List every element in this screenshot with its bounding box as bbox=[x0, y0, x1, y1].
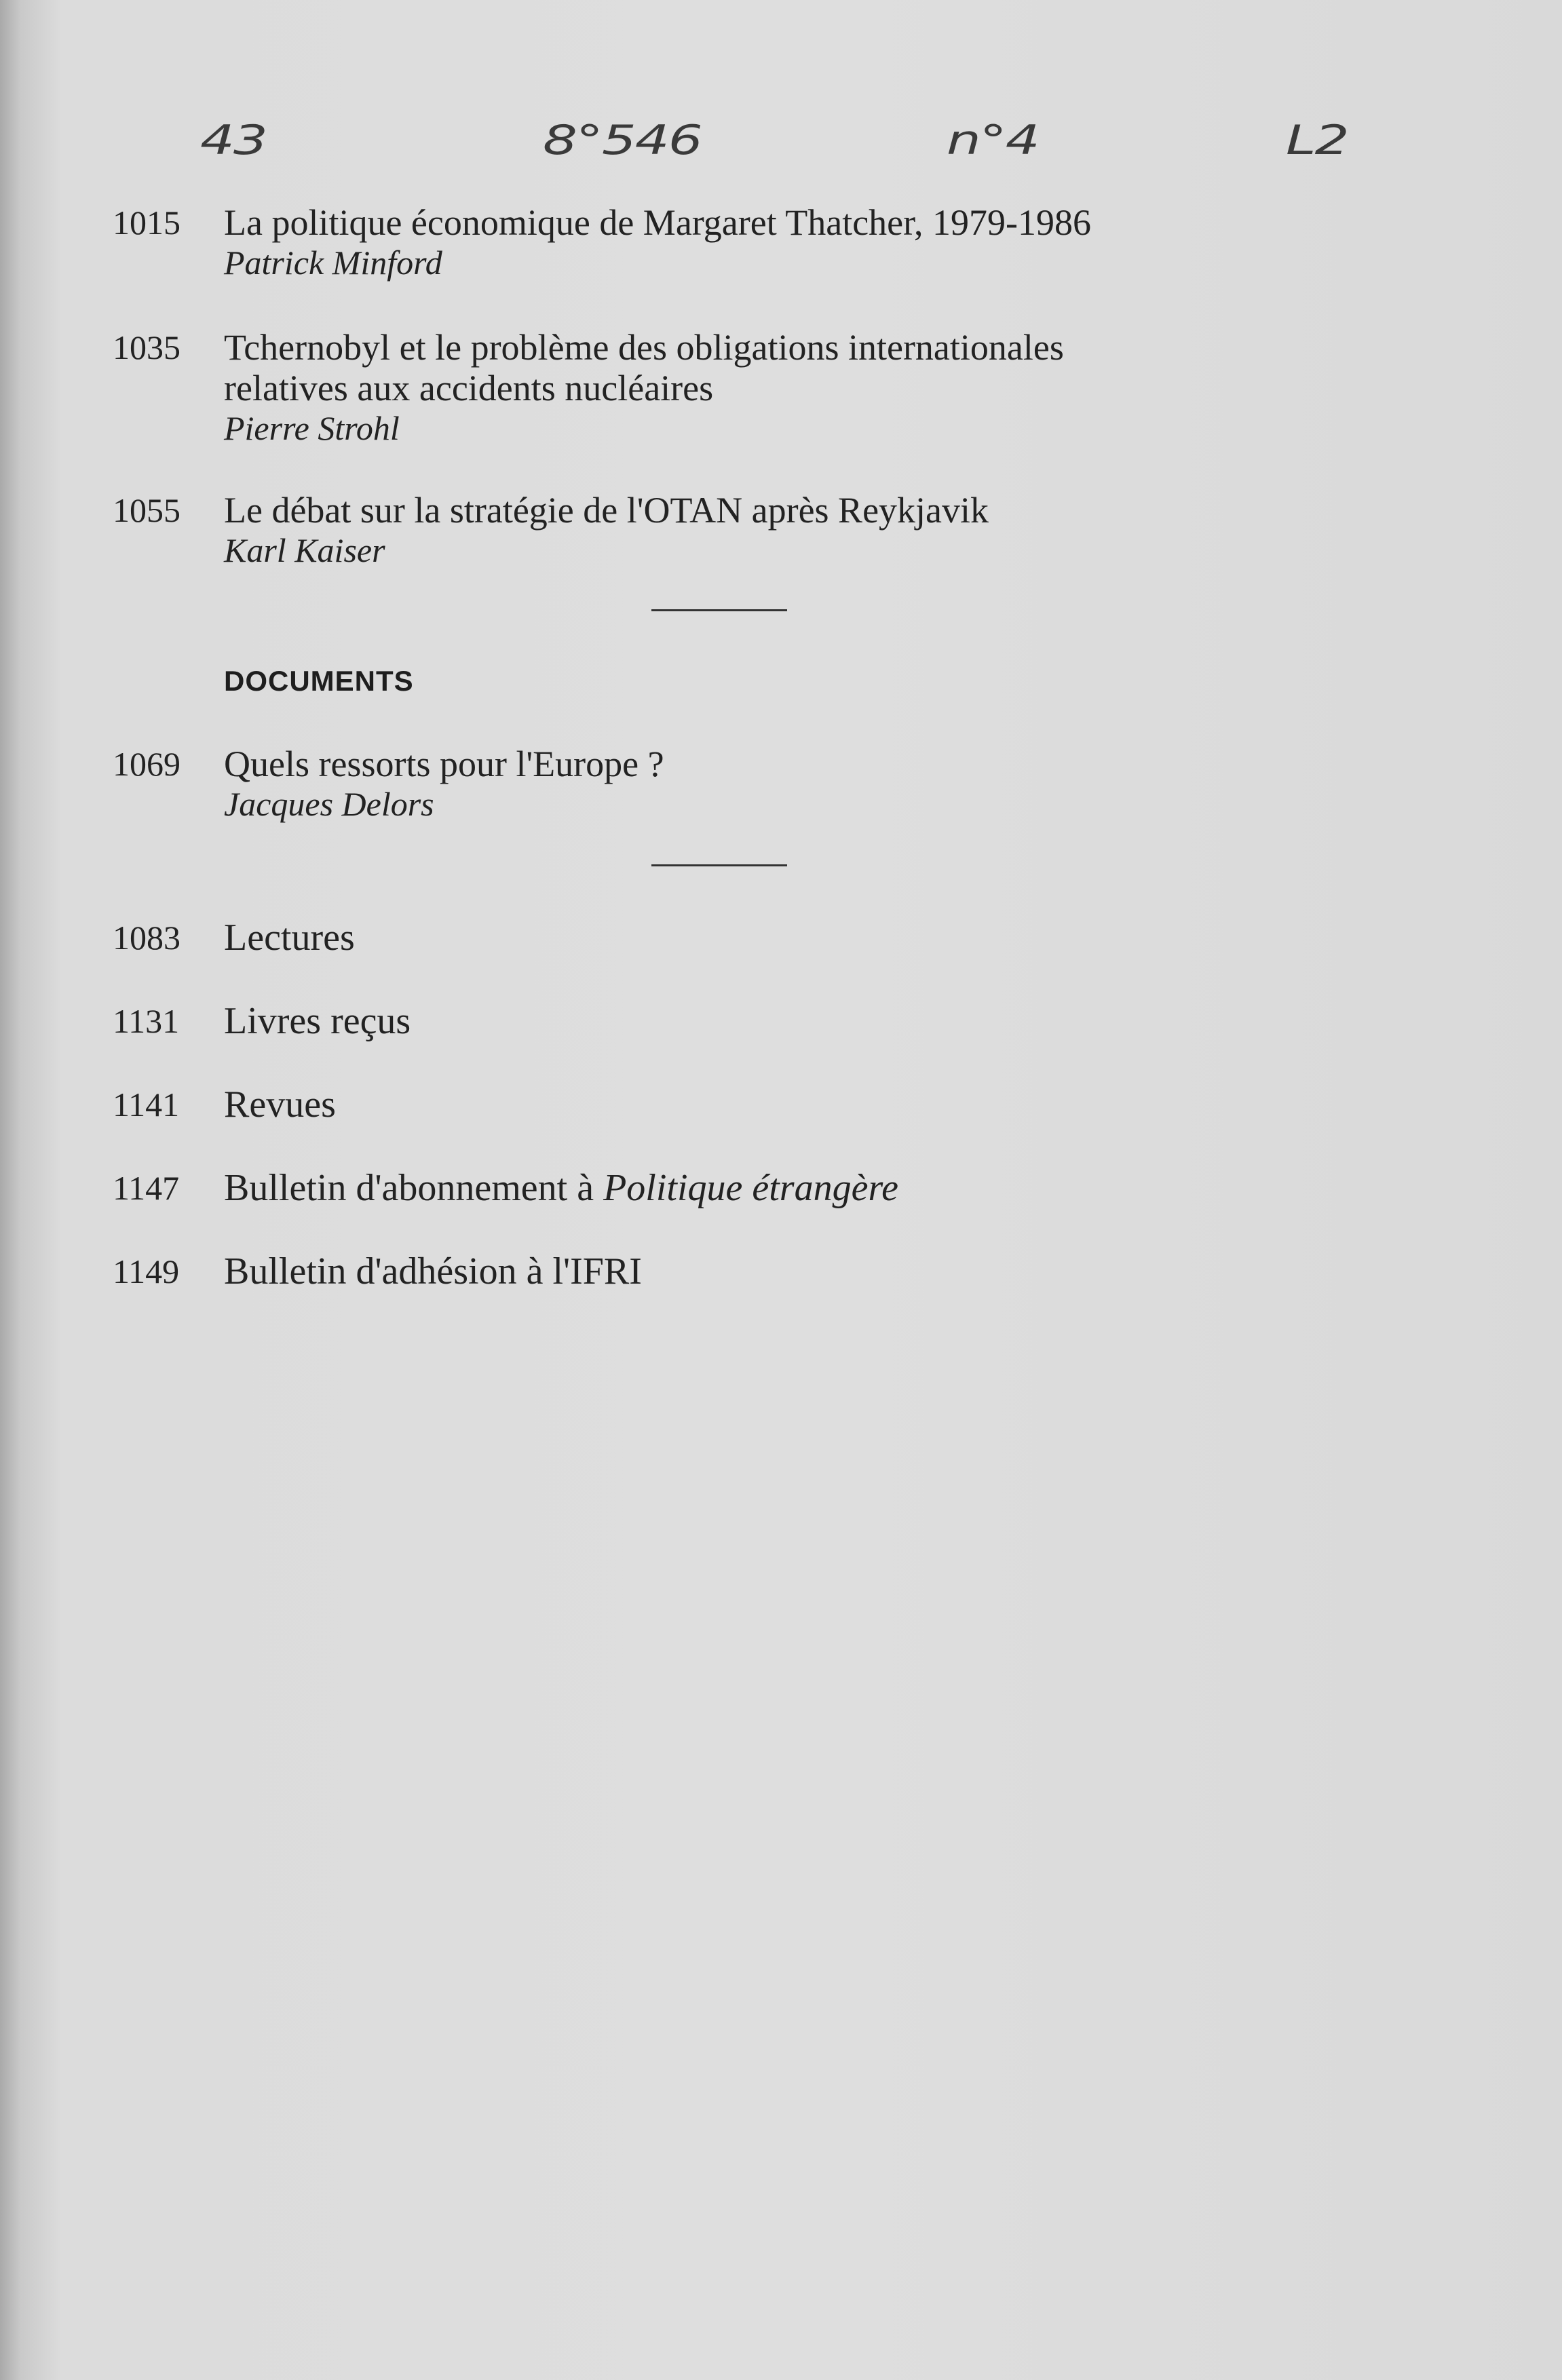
page-number: 1015 bbox=[113, 204, 180, 242]
entry-title: Livres reçus bbox=[224, 1000, 411, 1042]
section-divider bbox=[651, 864, 787, 866]
entry-author: Jacques Delors bbox=[224, 785, 434, 823]
entry-title-italic: Politique étrangère bbox=[603, 1167, 899, 1209]
entry-title: Le débat sur la stratégie de l'OTAN après Reykjavik bbox=[224, 490, 989, 531]
page-number: 1141 bbox=[113, 1086, 180, 1124]
entry-title: Revues bbox=[224, 1083, 336, 1126]
entry-body bbox=[224, 490, 1344, 570]
entry-title: Bulletin d'adhésion à l'IFRI bbox=[224, 1250, 642, 1292]
page-number: 1147 bbox=[113, 1169, 180, 1207]
entry-author: Patrick Minford bbox=[224, 244, 442, 282]
page-number: 1083 bbox=[113, 919, 180, 957]
entry-body bbox=[224, 327, 1344, 448]
handwritten-mark: n°4 bbox=[947, 116, 1039, 164]
entry-title: Tchernobyl et le problème des obligations internationales bbox=[224, 327, 1064, 368]
entry-body bbox=[224, 917, 1344, 958]
entry-body bbox=[224, 1001, 1344, 1041]
entry-title-plain: Bulletin d'abonnement à bbox=[224, 1167, 604, 1209]
entry-author: Karl Kaiser bbox=[224, 531, 385, 569]
entry-title: Lectures bbox=[224, 917, 355, 959]
entry-title: Quels ressorts pour l'Europe ? bbox=[224, 744, 664, 784]
entry-body bbox=[224, 1168, 1344, 1208]
documents-heading: DOCUMENTS bbox=[224, 665, 414, 697]
page-number: 1149 bbox=[113, 1252, 180, 1290]
handwritten-mark: 43 bbox=[200, 116, 267, 164]
handwritten-mark: L2 bbox=[1286, 116, 1348, 164]
entry-body bbox=[224, 1084, 1344, 1125]
page-number: 1131 bbox=[113, 1002, 180, 1040]
entry-body bbox=[224, 744, 1344, 824]
entry-title-continued: relatives aux accidents nucléaires bbox=[224, 368, 714, 408]
entry-title bbox=[224, 1168, 1344, 1208]
entry-author: Pierre Strohl bbox=[224, 409, 400, 447]
section-divider bbox=[651, 609, 787, 611]
entry-title: La politique économique de Margaret Thatcher, 1979-1986 bbox=[224, 202, 1091, 243]
entry-body bbox=[224, 1251, 1344, 1292]
page-number: 1035 bbox=[113, 328, 180, 366]
handwritten-mark: 8°546 bbox=[543, 116, 702, 164]
page-number: 1069 bbox=[113, 745, 180, 783]
entry-body bbox=[224, 202, 1344, 282]
page-number: 1055 bbox=[113, 491, 180, 529]
